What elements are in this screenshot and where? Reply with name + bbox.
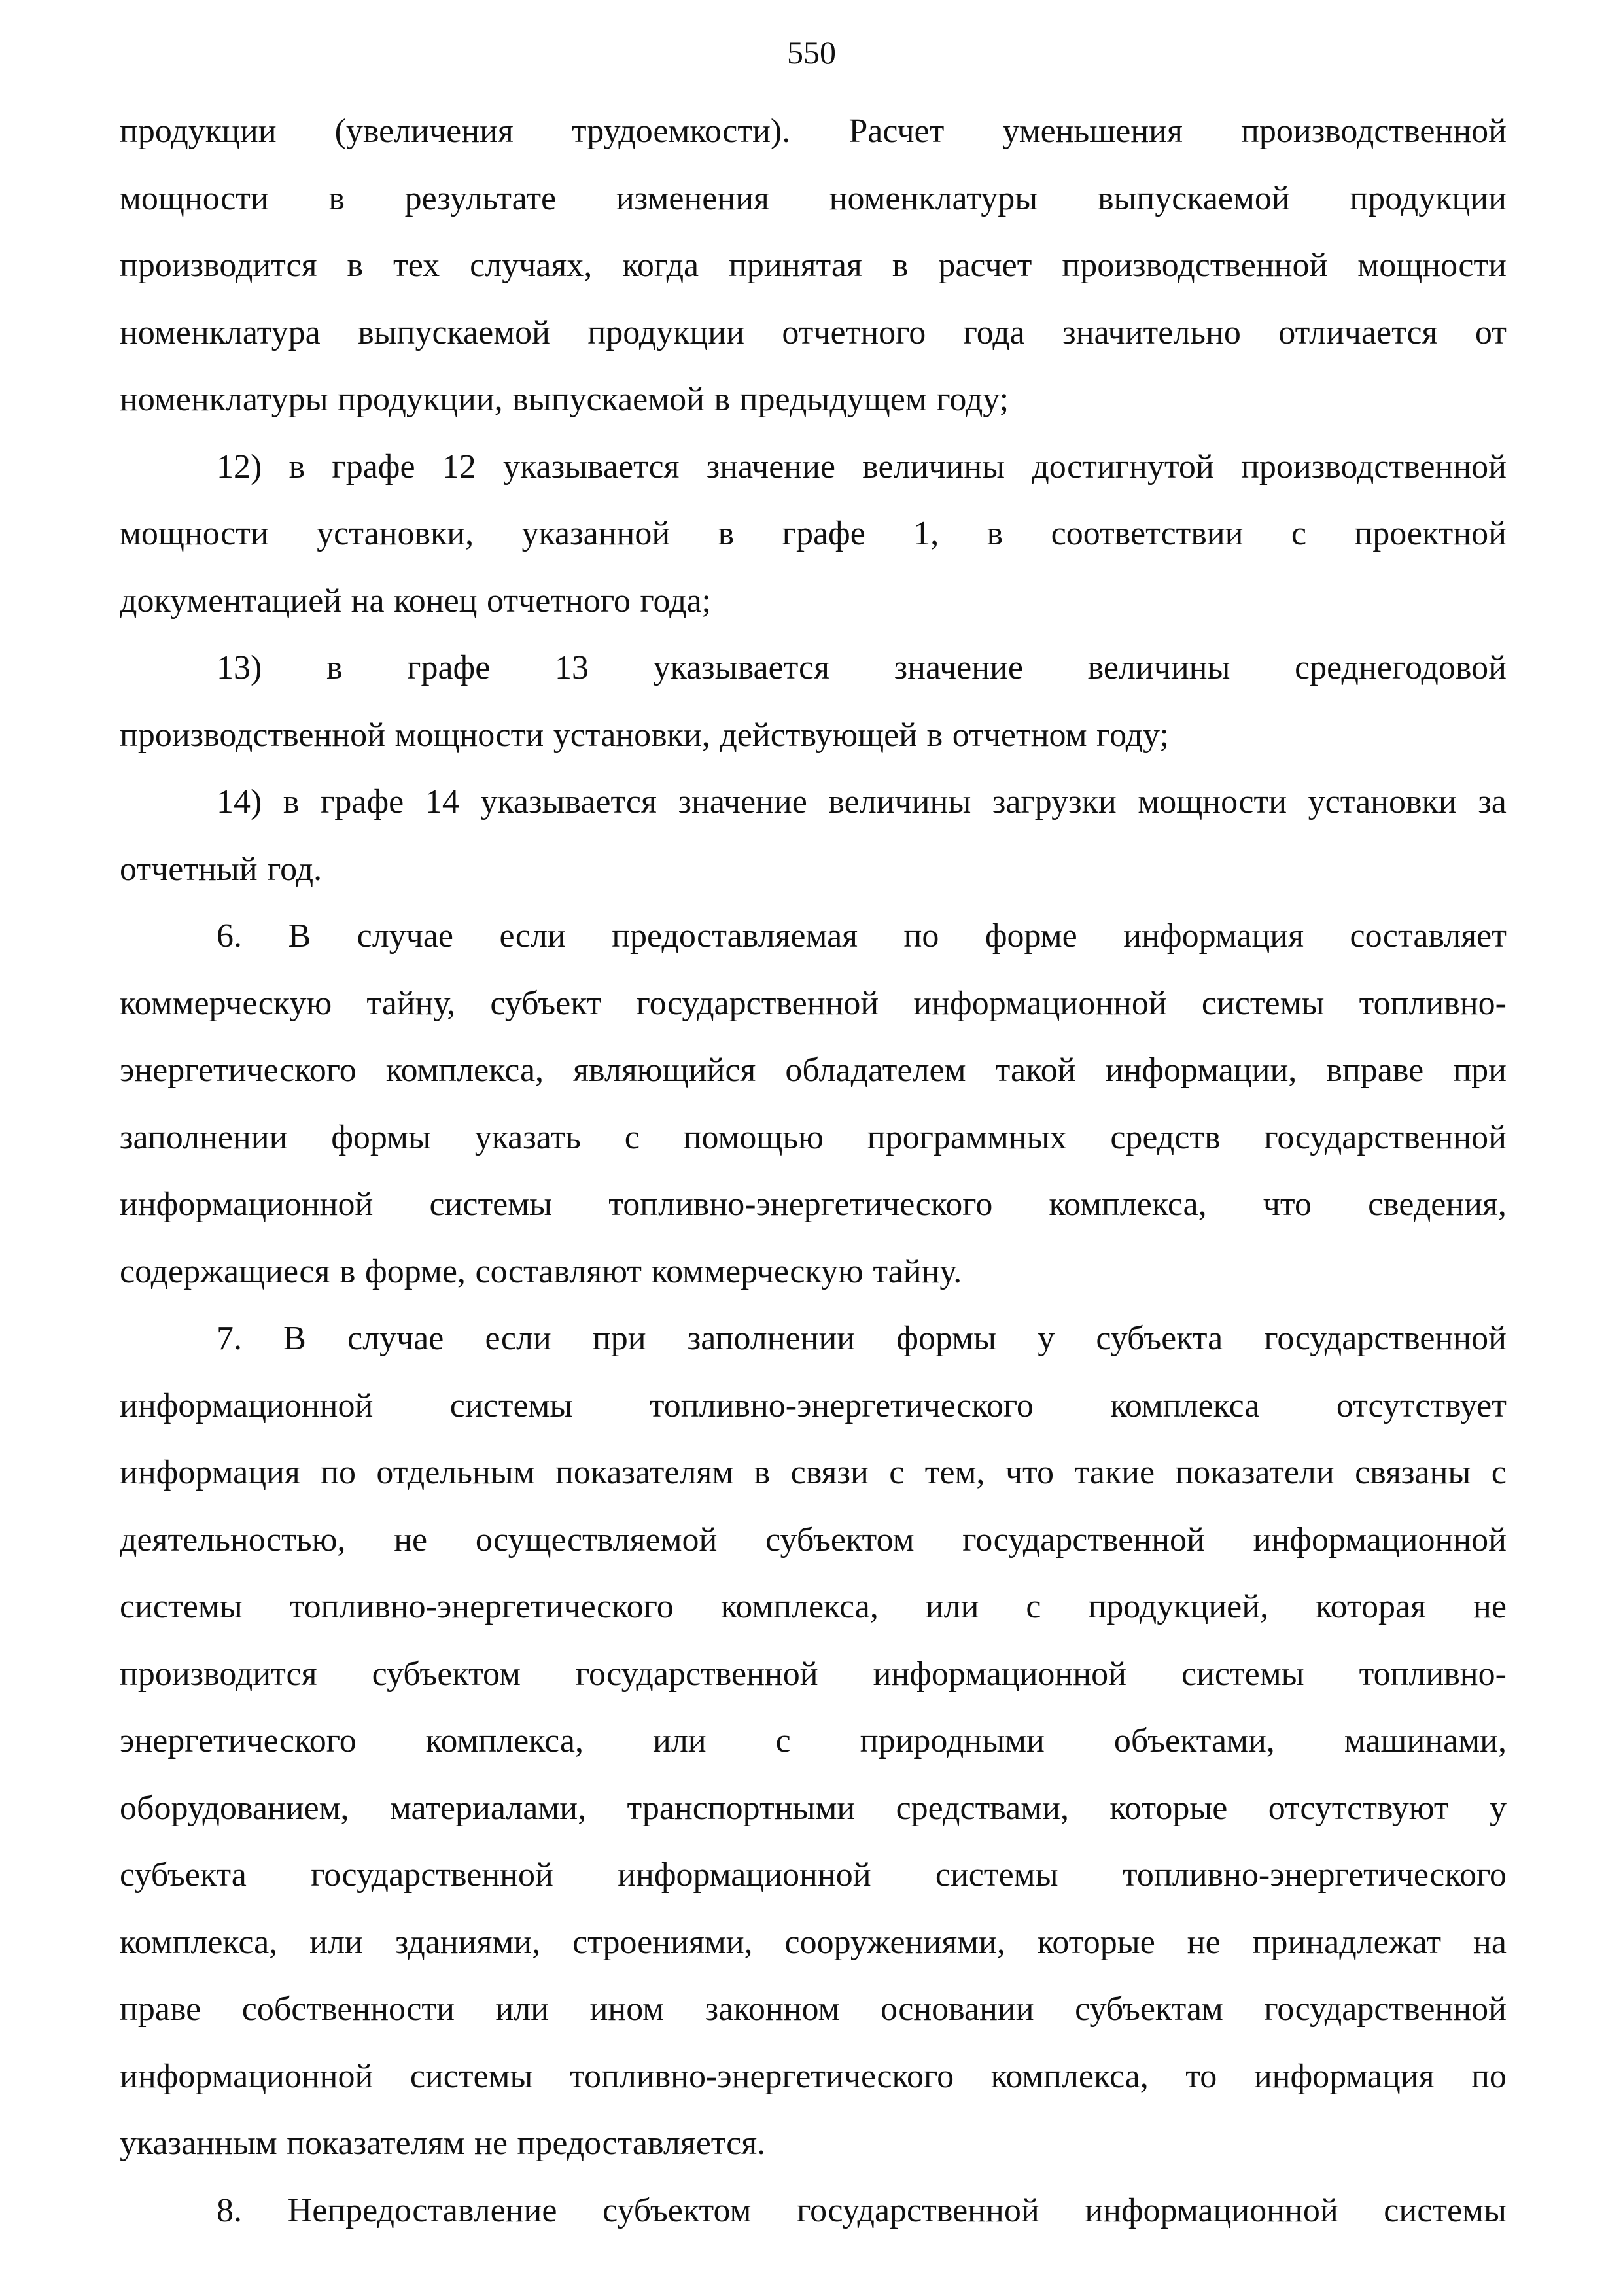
text-line: 14) в графе 14 указывается значение величины загрузки мощности установки за (217, 783, 1507, 821)
text-line: заполнении формы указать с помощью программных средств государственной (120, 1118, 1507, 1156)
text-line: номенклатура выпускаемой продукции отчетного года значительно отличается от (120, 313, 1507, 351)
paragraph-p-6 (120, 903, 1507, 1305)
text-line: 8. Непредоставление субъектом государственной информационной системы (217, 2191, 1507, 2229)
text-line: системы топливно-энергетического комплекса, или с продукцией, которая не (120, 1588, 1507, 1625)
text-line: информационной системы топливно-энергетического комплекса отсутствует (120, 1386, 1507, 1424)
text-line: информация по отдельным показателям в связи с тем, что такие показатели связаны с (120, 1454, 1507, 1491)
text-line: комплекса, или зданиями, строениями, сооружениями, которые не принадлежат на (120, 1923, 1507, 1961)
text-line: мощности установки, указанной в графе 1, в соответствии с проектной (120, 515, 1507, 552)
text-line: производственной мощности установки, действующей в отчетном году; (120, 716, 1169, 754)
text-line: номенклатуры продукции, выпускаемой в предыдущем году; (120, 381, 1009, 418)
text-line: деятельностью, не осуществляемой субъектом государственной информационной (120, 1521, 1507, 1559)
text-line: энергетического комплекса, или с природными объектами, машинами, (120, 1722, 1507, 1759)
text-line: энергетического комплекса, являющийся обладателем такой информации, вправе при (120, 1051, 1507, 1089)
paragraph-p-8 (120, 2178, 1507, 2245)
paragraph-p-12 (120, 434, 1507, 635)
text-line: 7. В случае если при заполнении формы у субъекта государственной (217, 1320, 1507, 1357)
document-body (120, 98, 1507, 2244)
text-line: 6. В случае если предоставляемая по форме информация составляет (217, 917, 1507, 955)
text-line: продукции (увеличения трудоемкости). Расчет уменьшения производственной (120, 113, 1507, 150)
text-line: производится в тех случаях, когда принятая в расчет производственной мощности (120, 247, 1507, 284)
text-line: праве собственности или ином законном основании субъектам государственной (120, 1990, 1507, 2028)
text-line: производится субъектом государственной информационной системы топливно- (120, 1655, 1507, 1693)
text-line: информационной системы топливно-энергетического комплекса, то информация по (120, 2057, 1507, 2095)
text-line: 13) в графе 13 указывается значение величины среднегодовой (217, 649, 1507, 686)
paragraph-p-cont-11 (120, 98, 1507, 434)
text-line: содержащиеся в форме, составляют коммерческую тайну. (120, 1252, 962, 1290)
text-line: 12) в графе 12 указывается значение величины достигнутой производственной (217, 448, 1507, 486)
text-line: документацией на конец отчетного года; (120, 582, 711, 620)
text-line: коммерческую тайну, субъект государственной информационной системы топливно- (120, 984, 1507, 1022)
paragraph-p-7 (120, 1305, 1507, 2178)
text-line: мощности в результате изменения номенклатуры выпускаемой продукции (120, 179, 1507, 217)
text-line: информационной системы топливно-энергетического комплекса, что сведения, (120, 1186, 1507, 1223)
text-line: указанным показателям не предоставляется. (120, 2125, 766, 2162)
paragraph-p-13 (120, 635, 1507, 769)
text-line: оборудованием, материалами, транспортными средствами, которые отсутствуют у (120, 1789, 1507, 1827)
text-line: отчетный год. (120, 850, 323, 888)
paragraph-p-14 (120, 769, 1507, 903)
text-line: субъекта государственной информационной системы топливно-энергетического (120, 1856, 1507, 1894)
page-number: 550 (787, 34, 836, 71)
